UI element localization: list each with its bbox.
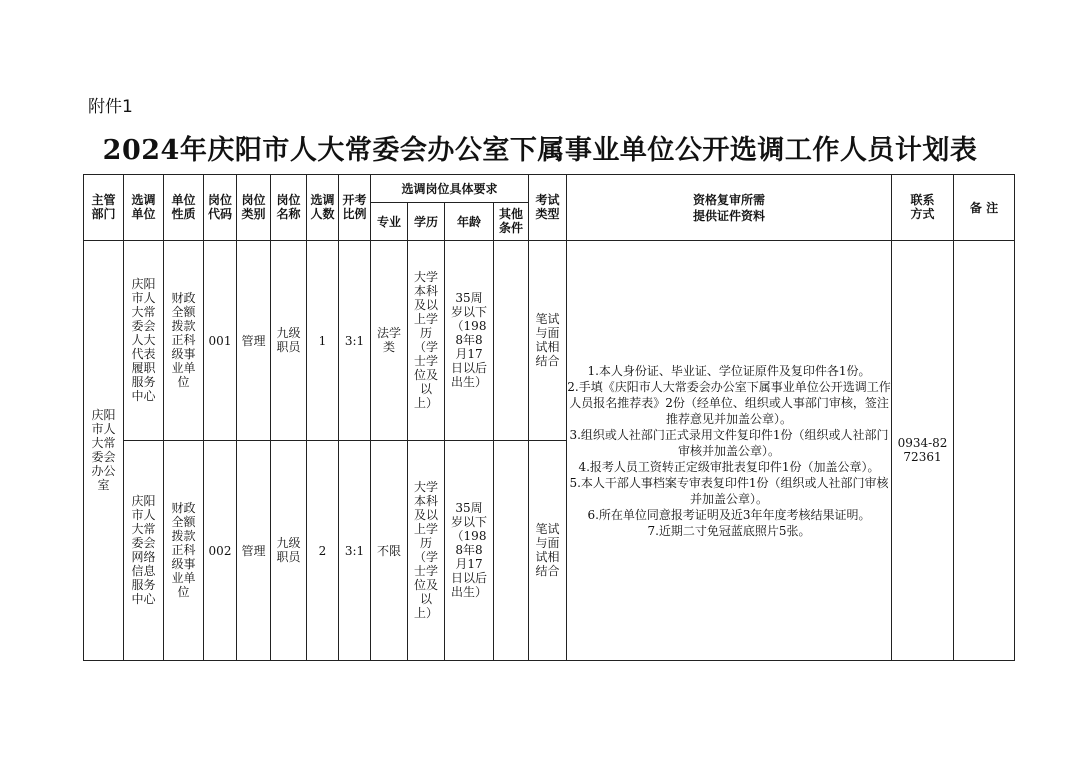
major-cell: 法学类 (371, 241, 408, 441)
document-item: 6.所在单位同意报考证明及近3年年度考核结果证明。 (587, 507, 871, 522)
nature-cell: 财政全额拨款正科级事业单位 (164, 441, 204, 661)
document-title: 2024年庆阳市人大常委会办公室下属事业单位公开选调工作人员计划表 (102, 135, 978, 166)
other-cell (494, 241, 529, 441)
header-code: 岗位代码 (204, 175, 237, 241)
education-cell: 大学本科及以上学历（学士学位及以上） (408, 241, 445, 441)
document-item: 3.组织或人社部门正式录用文件复印件1份（组织或人社部门审核并加盖公章）。 (569, 427, 889, 458)
header-age: 年龄 (445, 203, 494, 241)
position-name-cell: 九级职员 (271, 241, 307, 441)
header-exam: 考试类型 (529, 175, 567, 241)
header-dept: 主管部门 (84, 175, 124, 241)
position-name-cell: 九级职员 (271, 441, 307, 661)
document-item: 4.报考人员工资转正定级审批表复印件1份（加盖公章）。 (578, 459, 880, 474)
unit-cell: 庆阳市人大常委会人大代表履职服务中心 (124, 241, 164, 441)
count-cell: 2 (307, 441, 339, 661)
document-item: 2.手填《庆阳市人大常委会办公室下属事业单位公开选调工作人员报名推荐表》2份（经单位、组织或人事部门审核，签注推荐意见并加盖公章）。 (567, 379, 891, 426)
header-ratio: 开考比例 (339, 175, 371, 241)
major-cell: 不限 (371, 441, 408, 661)
attachment-label: 附件1 (88, 97, 133, 117)
header-nature: 单位性质 (164, 175, 204, 241)
other-cell (494, 441, 529, 661)
header-count: 选调人数 (307, 175, 339, 241)
header-category: 岗位类别 (237, 175, 271, 241)
remark-cell (954, 241, 1015, 661)
education-cell: 大学本科及以上学历（学士学位及以上） (408, 441, 445, 661)
header-other: 其他条件 (494, 203, 529, 241)
ratio-cell: 3:1 (339, 441, 371, 661)
category-cell: 管理 (237, 441, 271, 661)
code-cell: 002 (204, 441, 237, 661)
department-cell: 庆阳市人大常委会办公室 (84, 241, 124, 661)
nature-cell: 财政全额拨款正科级事业单位 (164, 241, 204, 441)
contact-cell: 0934-8272361 (892, 241, 954, 661)
document-item: 1.本人身份证、毕业证、学位证原件及复印件各1份。 (587, 363, 871, 378)
exam-cell: 笔试与面试相结合 (529, 241, 567, 441)
table-row (84, 241, 1015, 441)
header-remark: 备 注 (954, 175, 1015, 241)
header-requirements: 选调岗位具体要求 (371, 175, 529, 203)
category-cell: 管理 (237, 241, 271, 441)
unit-cell: 庆阳市人大常委会网络信息服务中心 (124, 441, 164, 661)
header-contact: 联系方式 (892, 175, 954, 241)
age-cell: 35周岁以下（1988年8月17日以后出生） (445, 441, 494, 661)
header-education: 学历 (408, 203, 445, 241)
document-item: 7.近期二寸免冠蓝底照片5张。 (647, 523, 811, 538)
count-cell: 1 (307, 241, 339, 441)
documents-cell (567, 241, 892, 661)
ratio-cell: 3:1 (339, 241, 371, 441)
age-cell: 35周岁以下（1988年8月17日以后出生） (445, 241, 494, 441)
header-unit: 选调单位 (124, 175, 164, 241)
code-cell: 001 (204, 241, 237, 441)
header-documents: 资格复审所需 提供证件资料 (567, 175, 892, 241)
document-item: 5.本人干部人事档案专审表复印件1份（组织或人社部门审核并加盖公章）。 (569, 475, 889, 506)
header-name: 岗位名称 (271, 175, 307, 241)
header-major: 专业 (371, 203, 408, 241)
header-row-1 (84, 175, 1015, 203)
plan-table (83, 174, 1015, 661)
exam-cell: 笔试与面试相结合 (529, 441, 567, 661)
